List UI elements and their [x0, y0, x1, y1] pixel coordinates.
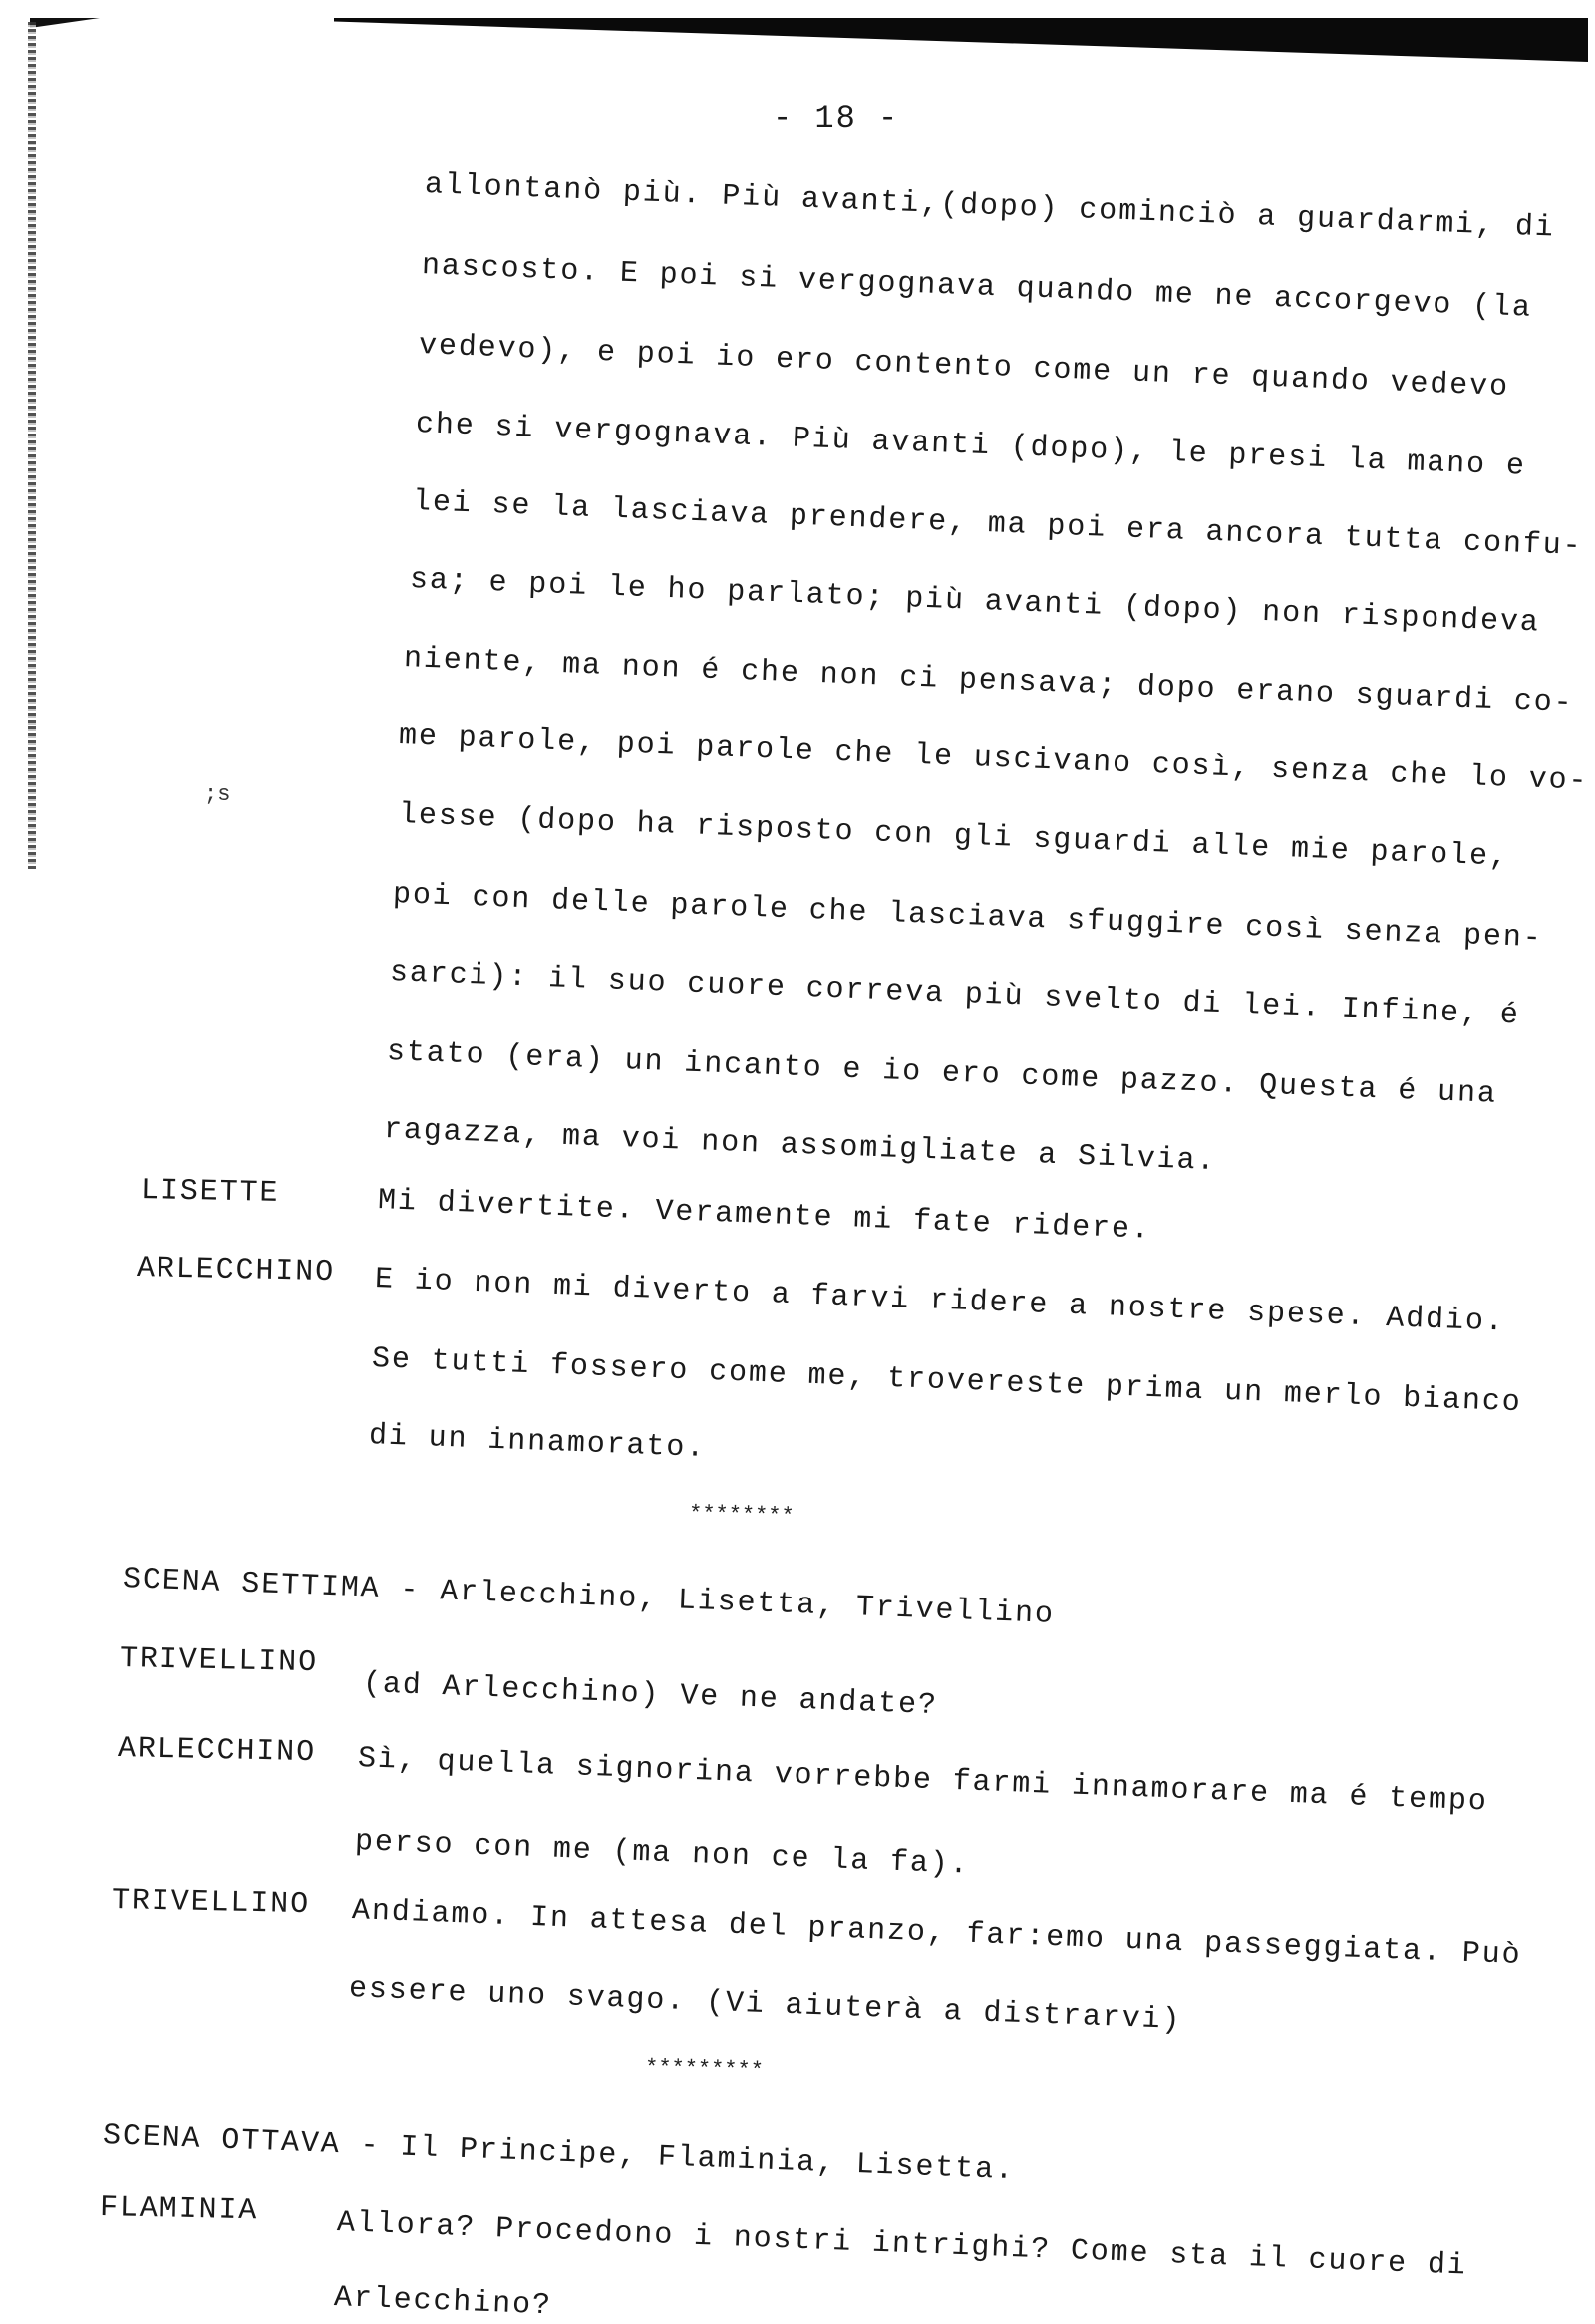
scene-separator: *********	[644, 2055, 765, 2084]
scan-top-shadow-bar	[334, 18, 1588, 62]
body-line: vedevo), e poi io ero contento come un re quando vedevo	[418, 329, 1510, 406]
speaker-label: ARLECCHINO	[136, 1252, 336, 1291]
body-line: stato (era) un incanto e io ero come pazzo. Questa é una	[386, 1035, 1498, 1112]
body-line: che si vergognava. Più avanti (dopo), le presi la mano e	[415, 408, 1527, 484]
body-line: sarci): il suo cuore correva più svelto di lei. Infine, é	[389, 956, 1521, 1033]
dialogue-line: Allora? Procedono i nostri intrighi? Come sta il cuore di	[336, 2206, 1468, 2284]
dialogue-line: (ad Arlecchino) Ve ne andate?	[362, 1667, 939, 1724]
speaker-label: TRIVELLINO	[111, 1885, 311, 1923]
body-line: lesse (dopo ha risposto con gli sguardi alle mie parole,	[398, 798, 1510, 875]
speaker-label: TRIVELLINO	[119, 1642, 319, 1681]
body-line: lei se la lasciava prendere, ma poi era ancora tutta confu-	[412, 485, 1584, 565]
scene-heading: SCENA SETTIMA - Arlecchino, Lisetta, Trivellino	[122, 1563, 1056, 1632]
scan-corner-mark	[30, 18, 100, 28]
dialogue-line: Se tutti fossero come me, trovereste prima un merlo bianco	[371, 1342, 1523, 1421]
body-line: allontanò più. Più avanti,(dopo) cominciò a guardarmi, di	[424, 168, 1556, 246]
dialogue-line: E io non mi diverto a farvi ridere a nostre spese. Addio.	[374, 1263, 1506, 1340]
scene-separator: ********	[688, 1501, 795, 1530]
body-line: niente, ma non é che non ci pensava; dopo erano sguardi co-	[403, 642, 1575, 722]
dialogue-line: di un innamorato.	[368, 1419, 707, 1466]
scene-heading: SCENA OTTAVA - Il Principe, Flaminia, Lisetta.	[102, 2119, 1016, 2188]
body-line: poi con delle parole che lasciava sfuggire così senza pen-	[392, 878, 1544, 957]
dialogue-line: essere uno svago. (Vi aiuterà a distrarvi)	[348, 1972, 1182, 2039]
speaker-label: LISETTE	[140, 1174, 280, 1211]
speaker-label: FLAMINIA	[99, 2191, 259, 2229]
page-number: - 18 -	[773, 100, 900, 137]
body-line: ragazza, ma voi non assomigliate a Silvia.	[383, 1113, 1217, 1180]
dialogue-line: perso con me (ma non ce la fa).	[354, 1825, 971, 1883]
scan-left-edge	[28, 22, 36, 869]
dialogue-line: Sì, quella signorina vorrebbe farmi innamorare ma é tempo	[357, 1742, 1489, 1820]
body-line: sa; e poi le ho parlato; più avanti (dopo) non rispondeva	[409, 563, 1541, 641]
body-line: me parole, poi parole che le uscivano così, senza che lo vo-	[398, 720, 1589, 799]
margin-mark: ;s	[204, 782, 231, 807]
dialogue-line: Arlecchino?	[333, 2281, 553, 2324]
dialogue-line: Mi divertite. Veramente mi fate ridere.	[377, 1184, 1152, 1248]
dialogue-line: Andiamo. In attesa del pranzo, far:emo una passeggiata. Può	[351, 1894, 1523, 1974]
speaker-label: ARLECCHINO	[117, 1732, 317, 1771]
body-line: nascosto. E poi si vergognava quando me ne accorgevo (la	[421, 249, 1533, 326]
